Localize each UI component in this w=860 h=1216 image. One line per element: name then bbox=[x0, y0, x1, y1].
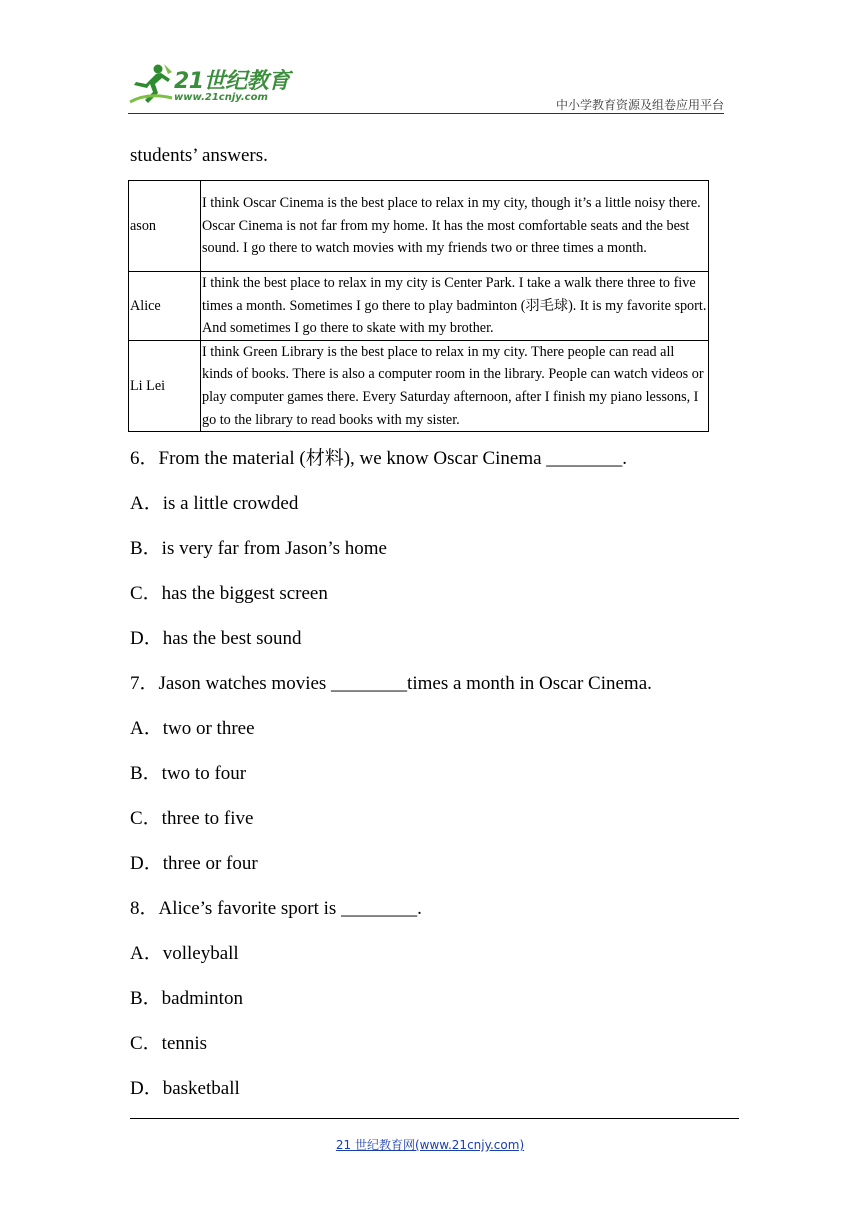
page-header bbox=[128, 62, 724, 114]
footer-divider bbox=[130, 1118, 739, 1119]
table-row bbox=[129, 272, 709, 341]
student-name: ason bbox=[129, 181, 201, 272]
student-name: Alice bbox=[129, 272, 201, 341]
logo-text: 21世纪教育 bbox=[174, 69, 290, 94]
option-a[interactable]: A．volleyball bbox=[130, 943, 239, 964]
question-7: 7．Jason watches movies ________times a month in Oscar Cinema. bbox=[130, 673, 652, 694]
runner-icon bbox=[128, 62, 174, 106]
question-6: 6．From the material (材料), we know Oscar Cinema ________. bbox=[130, 448, 628, 469]
option-d[interactable]: D．basketball bbox=[130, 1078, 240, 1099]
option-b[interactable]: B．badminton bbox=[130, 988, 243, 1009]
option-b[interactable]: B．two to four bbox=[130, 763, 247, 784]
header-tagline: 中小学教育资源及组卷应用平台 bbox=[555, 98, 724, 112]
option-c[interactable]: C．has the biggest screen bbox=[130, 583, 328, 604]
option-b[interactable]: B．is very far from Jason’s home bbox=[130, 538, 387, 559]
table-row bbox=[129, 340, 709, 431]
student-answer: I think Oscar Cinema is the best place to relax in my city, though it’s a little noisy there. Oscar Cinema is not far from my home. It has the most comfortable seats and the best sound. I go there to watch movies with my friends two or three times a month. bbox=[201, 181, 709, 272]
option-a[interactable]: A．two or three bbox=[130, 718, 255, 739]
student-name: Li Lei bbox=[129, 340, 201, 431]
option-d[interactable]: D．three or four bbox=[130, 853, 258, 874]
question-8: 8．Alice’s favorite sport is ________. bbox=[130, 898, 422, 919]
table-row bbox=[129, 181, 709, 272]
answers-table bbox=[128, 180, 709, 432]
site-logo[interactable] bbox=[128, 62, 298, 108]
option-d[interactable]: D．has the best sound bbox=[130, 628, 302, 649]
logo-url: www.21cnjy.com bbox=[174, 92, 268, 103]
student-answer: I think the best place to relax in my city is Center Park. I take a walk there three to five times a month. Sometimes I go there to play badminton (羽毛球). It is my favorite sport. And sometimes I go there to skate with my brother. bbox=[201, 272, 709, 341]
header-divider bbox=[128, 113, 724, 114]
option-a[interactable]: A．is a little crowded bbox=[130, 493, 299, 514]
footer-link[interactable]: 21 世纪教育网(www.21cnjy.com) bbox=[335, 1138, 525, 1152]
option-c[interactable]: C．tennis bbox=[130, 1033, 208, 1054]
student-answer: I think Green Library is the best place to relax in my city. There people can read all kinds of books. There is also a computer room in the library. People can watch videos or play computer games there. Every Saturday afternoon, after I finish my piano lessons, I go to the library to read books with my sister. bbox=[201, 340, 709, 431]
intro-text: students’ answers. bbox=[130, 145, 268, 166]
option-c[interactable]: C．three to five bbox=[130, 808, 254, 829]
